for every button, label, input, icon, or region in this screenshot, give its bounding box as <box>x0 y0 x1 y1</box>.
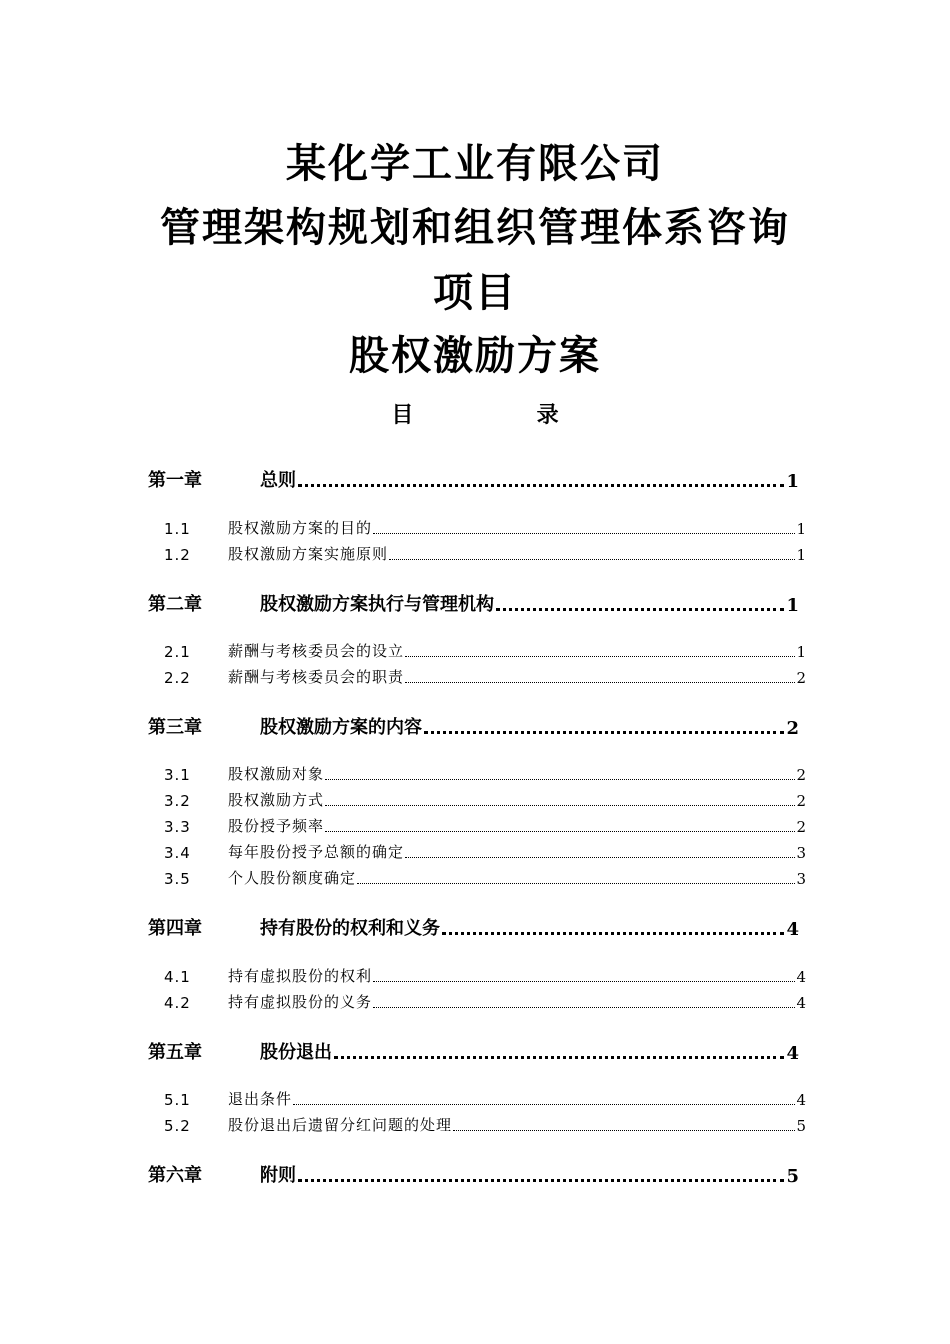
section-number: 2.1 <box>164 643 191 661</box>
chapter-number: 第五章 <box>148 1042 202 1063</box>
title-project: 管理架构规划和组织管理体系咨询 <box>160 204 790 251</box>
toc-chapter[interactable] <box>148 462 799 492</box>
section-number: 4.2 <box>164 994 191 1012</box>
toc-section[interactable] <box>164 814 806 836</box>
chapter-title: 股权激励方案执行与管理机构 <box>260 594 494 615</box>
section-number: 1.1 <box>164 520 191 538</box>
section-page: 2 <box>796 766 806 784</box>
section-page: 4 <box>796 968 806 986</box>
dot-leader <box>298 1179 784 1182</box>
dot-leader <box>325 779 795 780</box>
chapter-number: 第六章 <box>148 1165 202 1186</box>
section-page: 5 <box>796 1117 806 1135</box>
toc-chapter[interactable] <box>148 910 799 940</box>
dot-leader <box>298 484 784 487</box>
toc-section[interactable] <box>164 866 806 888</box>
dot-leader <box>424 731 784 734</box>
section-title: 股权激励对象 <box>228 765 325 783</box>
section-number: 3.4 <box>164 844 191 862</box>
chapter-page: 5 <box>786 1166 799 1187</box>
section-title: 股份授予频率 <box>228 817 325 835</box>
toc-section[interactable] <box>164 516 806 538</box>
chapter-title: 股权激励方案的内容 <box>260 717 422 738</box>
chapter-number: 第一章 <box>148 470 202 491</box>
chapter-page: 4 <box>786 919 799 940</box>
section-number: 4.1 <box>164 968 191 986</box>
dot-leader <box>442 932 784 935</box>
chapter-page: 1 <box>786 471 799 492</box>
section-page: 4 <box>796 1091 806 1109</box>
toc-chapter[interactable] <box>148 709 799 739</box>
toc-section[interactable] <box>164 665 806 687</box>
section-number: 3.2 <box>164 792 191 810</box>
toc-heading-right: 录 <box>536 402 559 428</box>
dot-leader <box>405 682 795 683</box>
dot-leader <box>405 656 795 657</box>
dot-leader <box>373 981 795 982</box>
toc-section[interactable] <box>164 762 806 784</box>
toc-section[interactable] <box>164 1087 806 1109</box>
section-number: 2.2 <box>164 669 191 687</box>
section-page: 1 <box>796 643 806 661</box>
section-number: 3.3 <box>164 818 191 836</box>
section-page: 3 <box>796 870 806 888</box>
section-title: 退出条件 <box>228 1090 293 1108</box>
chapter-page: 4 <box>786 1043 799 1064</box>
toc-chapter[interactable] <box>148 1034 799 1064</box>
chapter-number: 第二章 <box>148 594 202 615</box>
dot-leader <box>325 831 795 832</box>
dot-leader <box>373 1007 795 1008</box>
dot-leader <box>373 533 795 534</box>
toc-section[interactable] <box>164 1113 806 1135</box>
title-plan: 股权激励方案 <box>349 332 601 379</box>
section-title: 股权激励方式 <box>228 791 325 809</box>
toc-chapter[interactable] <box>148 1157 799 1187</box>
section-page: 1 <box>796 520 806 538</box>
section-number: 5.1 <box>164 1091 191 1109</box>
section-number: 3.5 <box>164 870 191 888</box>
toc-section[interactable] <box>164 840 806 862</box>
toc-section[interactable] <box>164 964 806 986</box>
section-title: 薪酬与考核委员会的设立 <box>228 642 405 660</box>
chapter-page: 1 <box>786 595 799 616</box>
toc-chapter[interactable] <box>148 586 799 616</box>
section-number: 5.2 <box>164 1117 191 1135</box>
section-title: 持有虚拟股份的义务 <box>228 993 373 1011</box>
chapter-title: 总则 <box>260 470 296 491</box>
toc-section[interactable] <box>164 990 806 1012</box>
section-page: 1 <box>796 546 806 564</box>
section-page: 2 <box>796 792 806 810</box>
dot-leader <box>357 883 795 884</box>
chapter-number: 第三章 <box>148 717 202 738</box>
title-project-cont: 项目 <box>433 269 517 316</box>
dot-leader <box>325 805 795 806</box>
dot-leader <box>405 857 795 858</box>
chapter-title: 附则 <box>260 1165 296 1186</box>
chapter-page: 2 <box>786 718 799 739</box>
section-title: 股权激励方案实施原则 <box>228 545 389 563</box>
chapter-title: 持有股份的权利和义务 <box>260 918 440 939</box>
section-page: 4 <box>796 994 806 1012</box>
section-title: 持有虚拟股份的权利 <box>228 967 373 985</box>
section-title: 股权激励方案的目的 <box>228 519 373 537</box>
dot-leader <box>389 559 795 560</box>
dot-leader <box>293 1104 795 1105</box>
toc-section[interactable] <box>164 788 806 810</box>
dot-leader <box>496 608 784 611</box>
toc-heading-left: 目 <box>391 402 414 428</box>
dot-leader <box>453 1130 795 1131</box>
toc-section[interactable] <box>164 639 806 661</box>
toc-section[interactable] <box>164 542 806 564</box>
section-number: 3.1 <box>164 766 191 784</box>
chapter-number: 第四章 <box>148 918 202 939</box>
dot-leader <box>334 1056 784 1059</box>
section-number: 1.2 <box>164 546 191 564</box>
section-page: 2 <box>796 818 806 836</box>
title-company: 某化学工业有限公司 <box>286 140 664 187</box>
section-title: 个人股份额度确定 <box>228 869 357 887</box>
section-title: 股份退出后遗留分红问题的处理 <box>228 1116 453 1134</box>
section-page: 2 <box>796 669 806 687</box>
chapter-title: 股份退出 <box>260 1042 332 1063</box>
section-title: 薪酬与考核委员会的职责 <box>228 668 405 686</box>
section-title: 每年股份授予总额的确定 <box>228 843 405 861</box>
section-page: 3 <box>796 844 806 862</box>
toc-heading <box>0 398 950 429</box>
